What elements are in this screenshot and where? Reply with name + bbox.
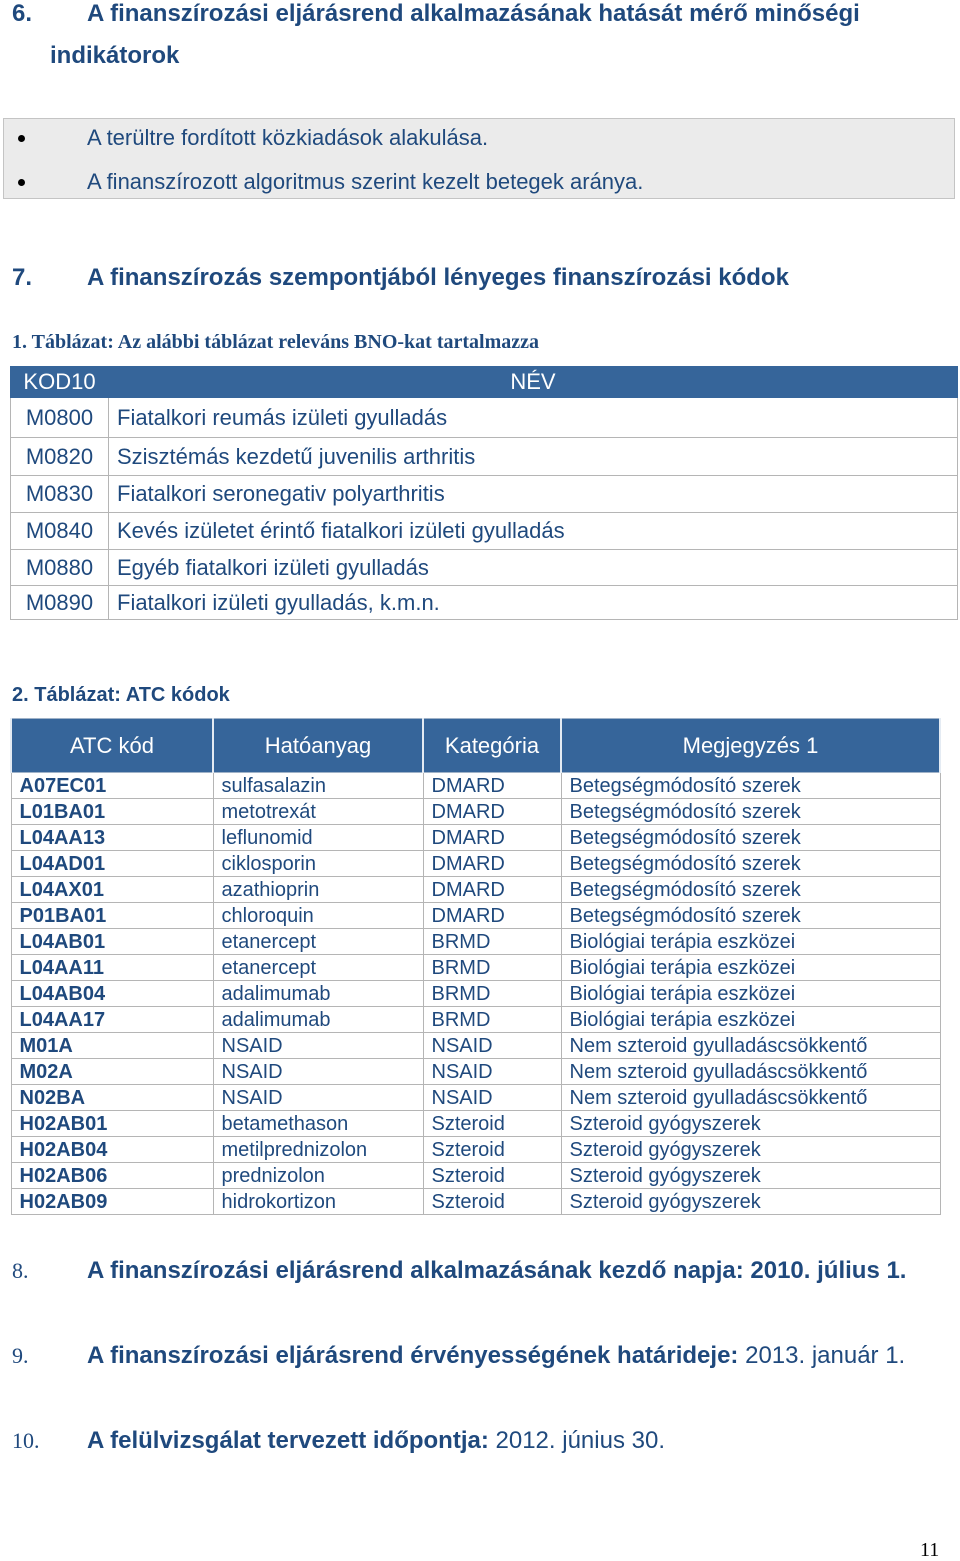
note-cell: Betegségmódosító szerek xyxy=(561,825,940,851)
section6-title: A finanszírozási eljárásrend alkalmazásának hatását mérő minőségi xyxy=(87,0,860,27)
note-cell: Betegségmódosító szerek xyxy=(561,799,940,825)
active-ingredient-cell: NSAID xyxy=(213,1085,423,1111)
note-cell: Betegségmódosító szerek xyxy=(561,851,940,877)
section10-number: 10. xyxy=(12,1428,40,1453)
bno-name-cell: Fiatalkori izületi gyulladás, k.m.n. xyxy=(109,586,958,620)
active-ingredient-cell: azathioprin xyxy=(213,877,423,903)
category-cell: Szteroid xyxy=(423,1163,561,1189)
section10-label: A felülvizsgálat tervezett időpontja: xyxy=(87,1427,489,1454)
note-cell: Szteroid gyógyszerek xyxy=(561,1111,940,1137)
note-cell: Biológiai terápia eszközei xyxy=(561,929,940,955)
atc-code-cell: L04AA11 xyxy=(11,955,213,981)
bno-table-header-row xyxy=(11,367,958,398)
bno-code-cell: M0880 xyxy=(11,550,109,586)
active-ingredient-cell: metilprednizolon xyxy=(213,1137,423,1163)
category-cell: NSAID xyxy=(423,1059,561,1085)
active-ingredient-cell: betamethason xyxy=(213,1111,423,1137)
category-cell: NSAID xyxy=(423,1033,561,1059)
atc-code-cell: M01A xyxy=(11,1033,213,1059)
atc-code-cell: M02A xyxy=(11,1059,213,1085)
atc-code-cell: L04AX01 xyxy=(11,877,213,903)
category-cell: DMARD xyxy=(423,799,561,825)
bno-code-cell: M0840 xyxy=(11,513,109,550)
active-ingredient-cell: adalimumab xyxy=(213,981,423,1007)
bno-table-body xyxy=(11,398,958,620)
category-cell: Szteroid xyxy=(423,1111,561,1137)
bno-table-row xyxy=(11,513,958,550)
table1-caption: 1. Táblázat: Az alábbi táblázat releváns BNO-kat tartalmazza xyxy=(12,331,539,353)
bno-code-cell: M0820 xyxy=(11,438,109,476)
category-cell: BRMD xyxy=(423,1007,561,1033)
section9-line xyxy=(87,1342,905,1370)
atc-code-table xyxy=(10,718,941,1215)
section9-value: 2013. január 1. xyxy=(745,1342,906,1369)
atc-code-cell: H02AB01 xyxy=(11,1111,213,1137)
category-cell: DMARD xyxy=(423,825,561,851)
atc-code-cell: H02AB09 xyxy=(11,1189,213,1215)
note-cell: Nem szteroid gyulladáscsökkentő xyxy=(561,1033,940,1059)
atc-code-cell: P01BA01 xyxy=(11,903,213,929)
note-cell: Biológiai terápia eszközei xyxy=(561,955,940,981)
note-cell: Betegségmódosító szerek xyxy=(561,903,940,929)
active-ingredient-cell: prednizolon xyxy=(213,1163,423,1189)
note-cell: Szteroid gyógyszerek xyxy=(561,1163,940,1189)
bullet-icon xyxy=(18,179,25,186)
bno-header-code: KOD10 xyxy=(11,367,109,398)
category-cell: BRMD xyxy=(423,929,561,955)
bno-header-name: NÉV xyxy=(109,367,958,398)
atc-code-cell: N02BA xyxy=(11,1085,213,1111)
atc-code-cell: L04AA13 xyxy=(11,825,213,851)
category-cell: DMARD xyxy=(423,851,561,877)
section6-title-continued: indikátorok xyxy=(50,42,180,69)
atc-code-cell: L04AB04 xyxy=(11,981,213,1007)
atc-table-row xyxy=(11,825,940,851)
active-ingredient-cell: adalimumab xyxy=(213,1007,423,1033)
table2-caption: 2. Táblázat: ATC kódok xyxy=(12,684,230,706)
section10-line xyxy=(87,1427,665,1455)
bno-code-cell: M0830 xyxy=(11,476,109,513)
atc-table-row xyxy=(11,1163,940,1189)
bno-name-cell: Egyéb fiatalkori izületi gyulladás xyxy=(109,550,958,586)
category-cell: DMARD xyxy=(423,903,561,929)
atc-code-cell: L04AB01 xyxy=(11,929,213,955)
note-cell: Szteroid gyógyszerek xyxy=(561,1189,940,1215)
active-ingredient-cell: chloroquin xyxy=(213,903,423,929)
active-ingredient-cell: etanercept xyxy=(213,955,423,981)
indicator-item: A finanszírozott algoritmus szerint kezelt betegek aránya. xyxy=(87,169,644,194)
note-cell: Betegségmódosító szerek xyxy=(561,773,940,799)
atc-code-cell: L01BA01 xyxy=(11,799,213,825)
atc-table-row xyxy=(11,1033,940,1059)
atc-code-cell: H02AB04 xyxy=(11,1137,213,1163)
atc-code-cell: L04AD01 xyxy=(11,851,213,877)
note-cell: Betegségmódosító szerek xyxy=(561,877,940,903)
section10-value: 2012. június 30. xyxy=(495,1427,665,1454)
category-cell: DMARD xyxy=(423,773,561,799)
section7-number: 7. xyxy=(12,264,33,291)
atc-table-row xyxy=(11,1085,940,1111)
active-ingredient-cell: NSAID xyxy=(213,1059,423,1085)
section7-title: A finanszírozás szempontjából lényeges finanszírozási kódok xyxy=(87,264,789,291)
atc-table-row xyxy=(11,877,940,903)
bno-name-cell: Fiatalkori seronegativ polyarthritis xyxy=(109,476,958,513)
category-cell: NSAID xyxy=(423,1085,561,1111)
atc-header-category: Kategória xyxy=(423,719,561,773)
bno-table-row xyxy=(11,438,958,476)
note-cell: Nem szteroid gyulladáscsökkentő xyxy=(561,1085,940,1111)
indicator-item: A terültre fordított közkiadások alakulása. xyxy=(87,125,489,150)
bno-name-cell: Fiatalkori reumás izületi gyulladás xyxy=(109,398,958,438)
atc-table-row xyxy=(11,955,940,981)
category-cell: Szteroid xyxy=(423,1137,561,1163)
active-ingredient-cell: etanercept xyxy=(213,929,423,955)
atc-table-row xyxy=(11,1111,940,1137)
active-ingredient-cell: NSAID xyxy=(213,1033,423,1059)
section6-number: 6. xyxy=(12,0,33,27)
atc-table-row xyxy=(11,851,940,877)
bno-table-row xyxy=(11,476,958,513)
category-cell: DMARD xyxy=(423,877,561,903)
section8-value: 2010. július 1. xyxy=(750,1257,907,1284)
note-cell: Biológiai terápia eszközei xyxy=(561,1007,940,1033)
atc-header-ingredient: Hatóanyag xyxy=(213,719,423,773)
active-ingredient-cell: ciklosporin xyxy=(213,851,423,877)
atc-code-cell: L04AA17 xyxy=(11,1007,213,1033)
bno-table-row xyxy=(11,586,958,620)
bno-code-table xyxy=(10,366,958,620)
atc-table-header-row xyxy=(11,719,940,773)
atc-table-row xyxy=(11,799,940,825)
atc-table-row xyxy=(11,773,940,799)
atc-table-row xyxy=(11,1189,940,1215)
section8-line xyxy=(87,1257,906,1285)
atc-table-row xyxy=(11,929,940,955)
section9-label: A finanszírozási eljárásrend érvényességének határideje: xyxy=(87,1342,739,1369)
atc-code-cell: H02AB06 xyxy=(11,1163,213,1189)
page-number: 11 xyxy=(920,1539,940,1561)
active-ingredient-cell: metotrexát xyxy=(213,799,423,825)
active-ingredient-cell: sulfasalazin xyxy=(213,773,423,799)
active-ingredient-cell: leflunomid xyxy=(213,825,423,851)
atc-table-row xyxy=(11,1137,940,1163)
section8-label: A finanszírozási eljárásrend alkalmazásának kezdő napja: xyxy=(87,1257,744,1284)
bno-table-row xyxy=(11,550,958,586)
note-cell: Biológiai terápia eszközei xyxy=(561,981,940,1007)
active-ingredient-cell: hidrokortizon xyxy=(213,1189,423,1215)
atc-table-row xyxy=(11,903,940,929)
category-cell: Szteroid xyxy=(423,1189,561,1215)
atc-header-code: ATC kód xyxy=(11,719,213,773)
category-cell: BRMD xyxy=(423,955,561,981)
atc-code-cell: A07EC01 xyxy=(11,773,213,799)
bno-table-row xyxy=(11,398,958,438)
atc-table-row xyxy=(11,981,940,1007)
bno-name-cell: Szisztémás kezdetű juvenilis arthritis xyxy=(109,438,958,476)
bno-code-cell: M0890 xyxy=(11,586,109,620)
atc-table-row xyxy=(11,1007,940,1033)
bno-code-cell: M0800 xyxy=(11,398,109,438)
section9-number: 9. xyxy=(12,1343,29,1368)
indicator-list-box xyxy=(3,118,955,199)
bullet-icon xyxy=(18,135,25,142)
section8-number: 8. xyxy=(12,1258,29,1283)
atc-table-body xyxy=(11,773,940,1215)
atc-table-row xyxy=(11,1059,940,1085)
atc-header-note: Megjegyzés 1 xyxy=(561,719,940,773)
note-cell: Nem szteroid gyulladáscsökkentő xyxy=(561,1059,940,1085)
bno-name-cell: Kevés izületet érintő fiatalkori izületi gyulladás xyxy=(109,513,958,550)
note-cell: Szteroid gyógyszerek xyxy=(561,1137,940,1163)
category-cell: BRMD xyxy=(423,981,561,1007)
